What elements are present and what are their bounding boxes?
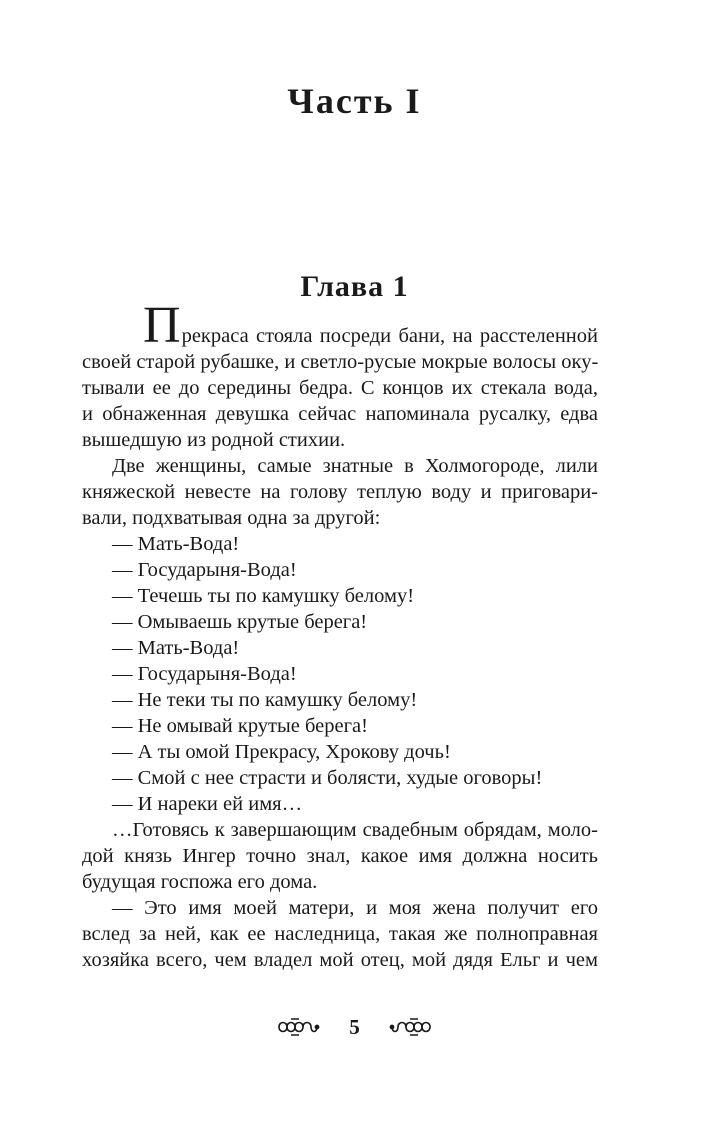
dialog-line: — Мать-Вода!: [112, 637, 240, 659]
chapter-title: Глава 1: [300, 270, 409, 303]
page-number: 5: [349, 1014, 360, 1039]
paragraph-prince-ingvar: [82, 817, 598, 895]
first-paragraph: [82, 297, 599, 453]
text-line: своей старой рубашке, и светло-русые мокрые волосы оку-: [82, 351, 599, 373]
dialog-line: — Государыня-Вода!: [112, 663, 297, 685]
text-line: вышедшую из родной стихии.: [82, 429, 346, 451]
paragraph-mother-name: [82, 895, 598, 973]
text-line: вали, подхватывая одна за другой:: [82, 507, 381, 529]
text-line: Две женщины, самые знатные в Холмогороде, лили: [112, 455, 598, 477]
dialog-line: — И нареки ей имя…: [112, 793, 303, 815]
knot-ornament-icon: [388, 1016, 434, 1038]
text-line: княжеской невесте на голову теплую воду и приговари-: [82, 481, 598, 503]
text-line: дой князь Ингер точно знал, какое имя должна носить: [82, 845, 598, 867]
dialog-line: — Не омывай крутые берега!: [112, 715, 368, 737]
text-line: — Это имя моей матери, и моя жена получит его: [112, 897, 598, 919]
text-line: [82, 297, 598, 354]
text-line-content: рекраса стояла посреди бани, на расстеленной: [181, 325, 598, 347]
part-title: Часть I: [287, 81, 422, 121]
dialog-line: — Не теки ты по камушку белому!: [112, 689, 418, 711]
paragraph-two-women: [82, 453, 598, 531]
text-line: …Готовясь к завершающим свадебным обрядам, моло-: [112, 819, 598, 841]
text-line: хозяйка всего, чем владел мой отец, мой дядя Ельг и чем: [82, 949, 598, 971]
text-line: вслед за ней, как ее наследница, такая же полноправная: [82, 923, 598, 945]
dialog-line: — Течешь ты по камушку белому!: [112, 585, 415, 607]
dialog-line: — Омываешь крутые берега!: [112, 611, 368, 633]
drop-cap: П: [143, 297, 181, 354]
page-footer: [0, 1012, 709, 1042]
text-line: тывали ее до середины бедра. С концов их стекала вода,: [82, 377, 598, 399]
dialog-line: — Мать-Вода!: [112, 533, 240, 555]
dialog-line: — А ты омой Прекрасу, Хрокову дочь!: [112, 741, 451, 763]
text-line: будущая госпожа его дома.: [82, 871, 318, 893]
dialog-line: — Государыня-Вода!: [112, 559, 297, 581]
dialog-line: — Смой с нее страсти и болясти, худые оговоры!: [112, 767, 543, 789]
body-text: [82, 297, 599, 973]
knot-ornament-icon: [275, 1016, 321, 1038]
text-line: и обнаженная девушка сейчас напоминала русалку, едва: [82, 403, 598, 425]
